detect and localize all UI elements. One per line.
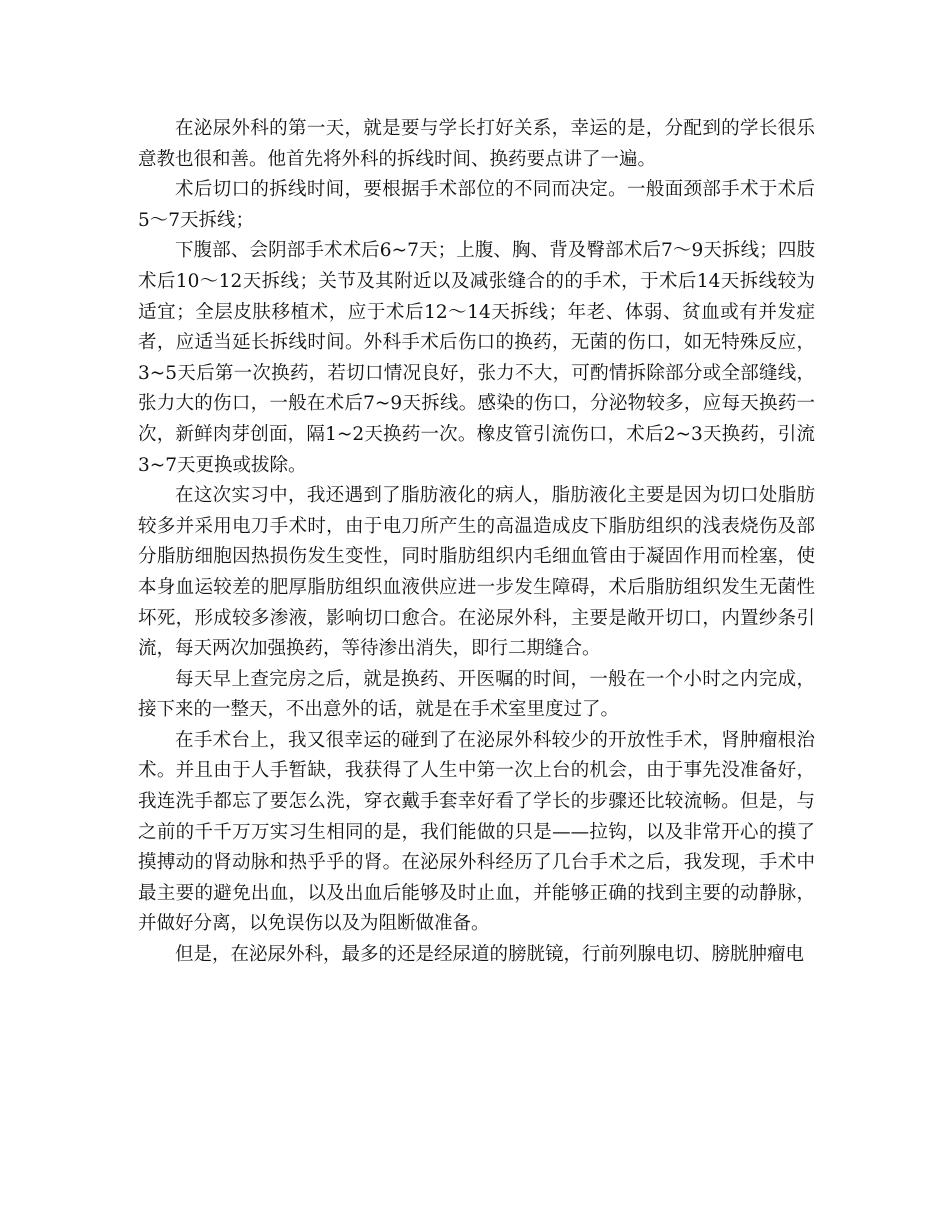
paragraph-7: 但是，在泌尿外科，最多的还是经尿道的膀胱镜，行前列腺电切、膀胱肿瘤电 xyxy=(175,944,805,966)
paragraph-1: 在泌尿外科的第一天，就是要与学长打好关系，幸运的是，分配到的学长很乐意教也很和善。他首先将外科的拆线时间、换药要点讲了一遍。 xyxy=(138,118,815,170)
paragraph-2: 术后切口的拆线时间，要根据手术部位的不同而决定。一般面颈部手术于术后5～7天拆线； xyxy=(138,179,815,231)
paragraph-4: 在这次实习中，我还遇到了脂肪液化的病人，脂肪液化主要是因为切口处脂肪较多并采用电刀手术时，由于电刀所产生的高温造成皮下脂肪组织的浅表烧伤及部分脂肪细胞因热损伤发生变性，同时脂肪组织内毛细血管由于凝固作用而栓塞，使本身血运较差的肥厚脂肪组织血液供应进一步发生障碍，术后脂肪组织发生无菌性坏死，形成较多渗液，影响切口愈合。在泌尿外科，主要是敞开切口，内置纱条引流，每天两次加强换药，等待渗出消失，即行二期缝合。 xyxy=(138,485,815,660)
paragraph-3: 下腹部、会阴部手术术后6~7天；上腹、胸、背及臀部术后7～9天拆线；四肢术后10～12天拆线；关节及其附近以及减张缝合的的手术，于术后14天拆线较为适宜；全层皮肤移植术，应于术后12～14天拆线；年老、体弱、贫血或有并发症者，应适当延长拆线时间。外科手术后伤口的换药，无菌的伤口，如无特殊反应，3~5天后第一次换药，若切口情况良好，张力不大，可酌情拆除部分或全部缝线，张力大的伤口，一般在术后7~9天拆线。感染的伤口，分泌物较多，应每天换药一次，新鲜肉芽创面，隔1~2天换药一次。橡皮管引流伤口，术后2~3天换药，引流3~7天更换或拔除。 xyxy=(138,240,815,476)
document-body xyxy=(138,114,815,971)
paragraph-5: 每天早上查完房之后，就是换药、开医嘱的时间，一般在一个小时之内完成，接下来的一整天，不出意外的话，就是在手术室里度过了。 xyxy=(138,668,815,721)
paragraph-6: 在手术台上，我又很幸运的碰到了在泌尿外科较少的开放性手术，肾肿瘤根治术。并且由于人手暂缺，我获得了人生中第一次上台的机会，由于事先没准备好，我连洗手都忘了要怎么洗，穿衣戴手套幸好看了学长的步骤还比较流畅。但是，与之前的千千万万实习生相同的是，我们能做的只是——拉钩，以及非常开心的摸了摸搏动的肾动脉和热乎乎的肾。在泌尿外科经历了几台手术之后，我发现，手术中最主要的避免出血，以及出血后能够及时止血，并能够正确的找到主要的动静脉，并做好分离，以免误伤以及为阻断做准备。 xyxy=(138,729,815,935)
